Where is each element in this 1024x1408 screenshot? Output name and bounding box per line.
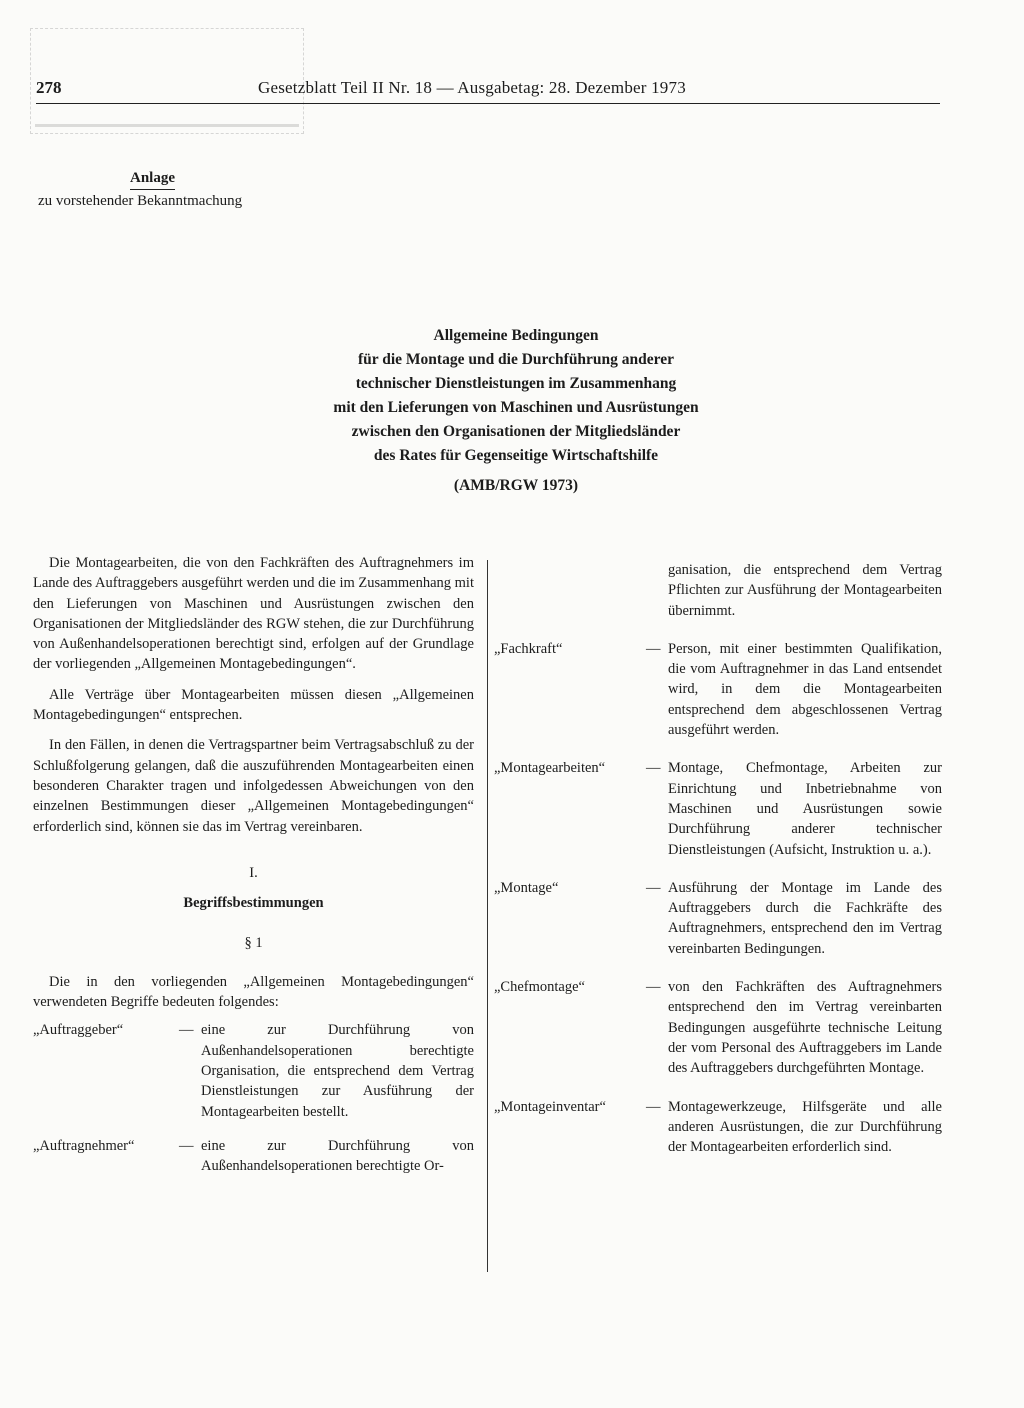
anlage-subtitle: zu vorstehender Bekanntmachung <box>38 193 243 209</box>
anlage-title: Anlage <box>130 170 175 190</box>
left-column <box>33 553 474 1190</box>
definitions-intro: Die in den vorliegenden „Allgemeinen Montagebedingungen“ verwendeten Begriffe bedeuten folgendes: <box>33 973 474 1011</box>
definition-dash: — <box>646 640 661 657</box>
definition-term: „Montagearbeiten“ <box>494 760 606 777</box>
page-number: 278 <box>36 78 62 97</box>
definition-text: Montagewerkzeuge, Hilfsgeräte und alle anderen Ausrüstungen, die zur Durchführung der Montagearbeiten erforderlich sind. <box>668 1098 942 1156</box>
title-line: für die Montage und die Durchführung anderer <box>357 351 675 368</box>
definition-row <box>494 639 942 740</box>
definition-row <box>494 758 942 859</box>
definition-row <box>494 878 942 959</box>
title-code: (AMB/RGW 1973) <box>453 477 579 494</box>
header-rule <box>36 103 940 104</box>
definition-text: Montage, Chefmontage, Arbeiten zur Einrichtung und Inbetriebnahme von Maschinen und Ausrüstungen sowie Durchführung anderer technischer Dienstleistungen (Aufsicht, Instruktion u. a.). <box>668 760 942 858</box>
definition-dash: — <box>179 1022 194 1039</box>
definition-row <box>494 977 942 1078</box>
definition-text: Person, mit einer bestimmten Qualifikation, die vom Auftragnehmer in das Land entsendet wird, in dem die Montagearbeiten entsprechend dem abgeschlossenen Vertrag ausgeführt werden. <box>668 640 942 739</box>
definition-dash: — <box>646 879 661 896</box>
definition-term: „Montage“ <box>494 879 559 896</box>
definition-term: „Fachkraft“ <box>494 640 563 657</box>
definition-dash: — <box>646 760 661 777</box>
intro-paragraph: Die Montagearbeiten, die von den Fachkräften des Auftragnehmers im Lande des Auftraggebers ausgeführt werden und die im Zusammenhang mit den Lieferungen von Maschinen und Ausrüstungen zwischen den Organisationen der Mitgliedsländer des RGW stehen, die zur Durchführung von Außenhandelsoperationen berechtigt sind, erfolgen auf der Grundlage der vorliegenden „Allgemeinen Montagebedingungen“. <box>33 555 474 673</box>
intro-paragraph: Alle Verträge über Montagearbeiten müssen diesen „Allgemeinen Montagebedingungen“ entsprechen. <box>33 686 474 724</box>
definition-row <box>33 1136 474 1177</box>
definition-continuation: ganisation, die entsprechend dem Vertrag Pflichten zur Ausführung der Montagearbeiten übernimmt. <box>668 562 942 619</box>
definition-term: „Auftragnehmer“ <box>33 1137 135 1154</box>
document-title <box>200 324 832 468</box>
definition-row <box>33 1020 474 1121</box>
definition-text: eine zur Durchführung von Außenhandelsoperationen berechtigte Or- <box>201 1137 474 1175</box>
running-head: Gesetzblatt Teil II Nr. 18 — Ausgabetag: 28. Dezember 1973 <box>258 78 686 97</box>
column-divider <box>487 560 488 1272</box>
definition-term: „Montageinventar“ <box>494 1098 606 1115</box>
definition-text: Ausführung der Montage im Lande des Auftraggebers durch die Fachkräfte des Auftragnehmers, entsprechend den im Vertrag vereinbarten Bedingungen. <box>668 879 942 957</box>
definition-text: von den Fachkräften des Auftragnehmers entsprechend den im Vertrag vereinbarten Bedingungen ausgeführte technische Leitung der vom Personal des Auftraggebers im Lande des Auftraggebers durchgeführten Montage. <box>668 979 942 1077</box>
definition-term: „Auftraggeber“ <box>33 1022 124 1039</box>
intro-paragraph: In den Fällen, in denen die Vertragspartner beim Vertragsabschluß zu der Schlußfolgerung gelangen, daß die auszuführenden Montagearbeiten einen besonderen Charakter tragen und infolgedessen Abweichungen von den einzelnen Bestimmungen dieser „Allgemeinen Montagebedingungen“ erforderlich sind, können sie das im Vertrag vereinbaren. <box>33 737 474 835</box>
definition-dash: — <box>179 1137 194 1154</box>
title-line: zwischen den Organisationen der Mitgliedsländer <box>351 423 681 440</box>
title-line: technischer Dienstleistungen im Zusammenhang <box>355 375 677 392</box>
definition-row <box>494 1097 942 1158</box>
title-line: Allgemeine Bedingungen <box>433 327 599 344</box>
right-column <box>494 560 942 1175</box>
definition-dash: — <box>646 979 661 996</box>
definition-term: „Chefmontage“ <box>494 979 585 996</box>
definition-dash: — <box>646 1098 661 1115</box>
title-line: mit den Lieferungen von Maschinen und Ausrüstungen <box>333 399 699 416</box>
title-line: des Rates für Gegenseitige Wirtschaftshilfe <box>373 447 659 464</box>
definition-text: eine zur Durchführung von Außenhandelsoperationen berechtigte Organisation, die entsprechend dem Vertrag Dienstleistungen zur Ausführung der Montagearbeiten bestellt. <box>201 1022 474 1120</box>
section-title: Begriffsbestimmungen <box>183 895 324 912</box>
section-number: I. <box>249 864 258 881</box>
paragraph-sign: § 1 <box>244 935 263 952</box>
